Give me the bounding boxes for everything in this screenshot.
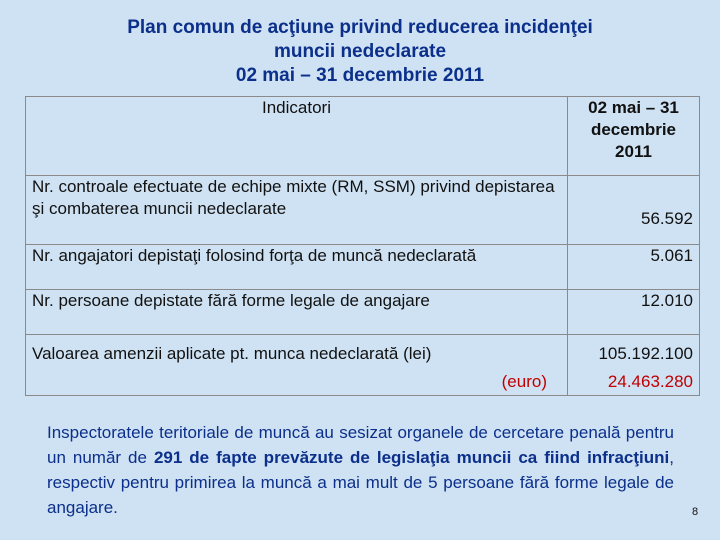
- row-value: 12.010: [568, 290, 700, 335]
- header-period-line-2: decembrie: [590, 120, 677, 139]
- row-value-fines: [568, 335, 700, 396]
- header-period: [568, 97, 700, 176]
- table-row: [26, 290, 700, 335]
- header-indicatori: Indicatori: [26, 97, 568, 176]
- note-text-2: , respectiv pentru primirea la muncă a mai mult de 5 persoane fără forme legale de angajare.: [47, 448, 674, 517]
- indicators-table: [25, 96, 700, 396]
- header-period-line-1: 02 mai – 31: [588, 98, 679, 117]
- row-value-euro: 24.463.280: [607, 372, 693, 391]
- criminal-referral-note: [47, 420, 674, 520]
- row-value: 5.061: [568, 245, 700, 290]
- header-period-line-3: 2011: [615, 142, 652, 161]
- title-line-1: Plan comun de acţiune privind reducerea incidenţei: [127, 17, 593, 38]
- row-label: Nr. angajatori depistaţi folosind forţa de muncă nedeclarată: [26, 245, 568, 290]
- title-line-2: muncii nedeclarate: [273, 41, 447, 62]
- row-label-euro: (euro): [501, 372, 547, 391]
- table-row: [26, 335, 700, 396]
- note-text-1: Inspectoratele teritoriale de muncă au sesizat organele de cercetare penală pentru un număr de: [47, 423, 674, 467]
- row-value: 56.592: [568, 176, 700, 245]
- note-bold-text: 291 de fapte prevăzute de legislaţia muncii ca fiind infracţiuni: [153, 448, 670, 467]
- row-label: Nr. controale efectuate de echipe mixte (RM, SSM) privind depistarea şi combaterea muncii nedeclarate: [26, 176, 568, 245]
- row-value-lei: 105.192.100: [598, 344, 693, 363]
- table-row: [26, 176, 700, 245]
- title-line-3: 02 mai – 31 decembrie 2011: [235, 65, 485, 86]
- row-label-fines: [26, 335, 568, 396]
- slide-title: [100, 16, 620, 88]
- table-row: [26, 245, 700, 290]
- row-label: Valoarea amenzii aplicate pt. munca nedeclarată (lei): [32, 344, 432, 363]
- page-number: 8: [692, 506, 699, 518]
- row-label: Nr. persoane depistate fără forme legale de angajare: [26, 290, 568, 335]
- table-header-row: [26, 97, 700, 176]
